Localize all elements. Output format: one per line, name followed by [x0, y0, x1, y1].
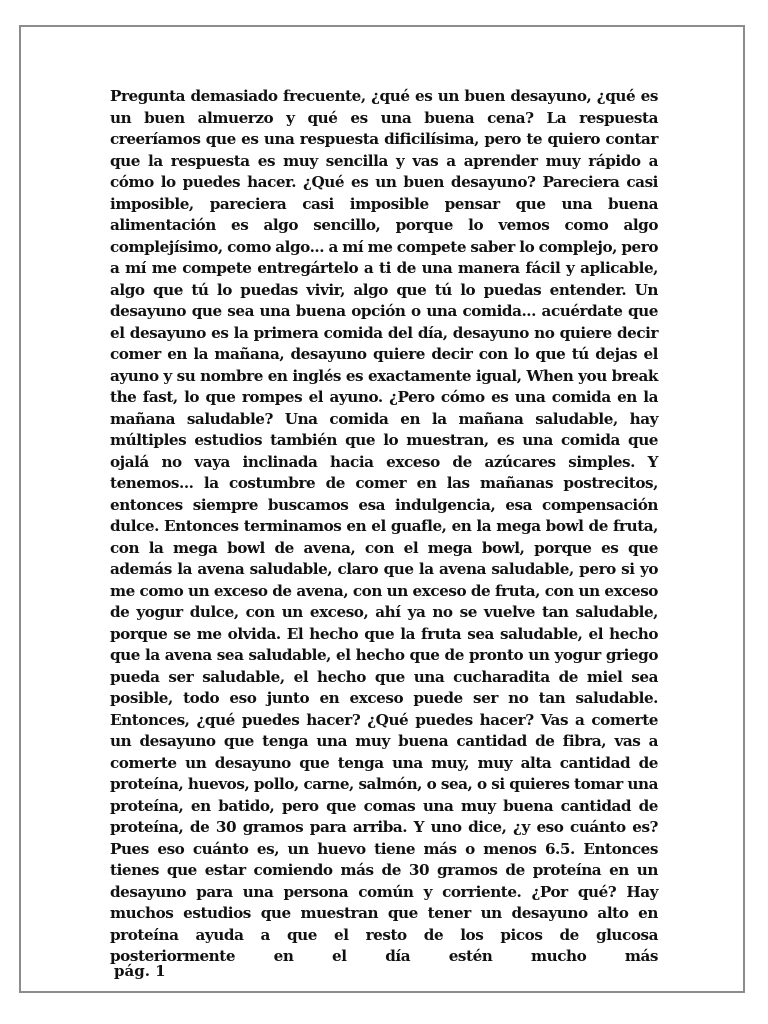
body-paragraph: Pregunta demasiado frecuente, ¿qué es un buen desayuno, ¿qué es un buen almuerzo y qué es una buena cena? La respuesta creeríamos que es una respuesta dificilísima, pero te quiero contar que la respuesta es muy sencilla y vas a aprender muy rápido a cómo lo puedes hacer. ¿Qué es un buen desayuno? Pareciera casi imposible, pareciera casi imposible pensar que una buena alimentación es algo sencillo, porque lo vemos como algo complejísimo, como algo... a mí me compete saber lo complejo, pero a mí me compete entregártelo a ti de una manera fácil y aplicable, algo que tú lo puedas vivir, algo que tú lo puedas entender. Un desayuno que sea una buena opción o una comida... acuérdate que el desayuno es la primera comida del día, desayuno no quiere decir comer en la mañana, desayuno quiere decir con lo que tú dejas el ayuno y su nombre en inglés es exactamente igual, When you break the fast, lo que rompes el ayuno. ¿Pero cómo es una comida en la mañana saludable? Una comida en la mañana saludable, hay múltiples estudios también que lo muestran, es una comida que ojalá no vaya inclinada hacia exceso de azúcares simples. Y tenemos... la costumbre de comer en las mañanas postrecitos, entonces siempre buscamos esa indulgencia, esa compensación dulce. Entonces terminamos en el guafle, en la mega bowl de fruta, con la mega bowl de avena, con el mega bowl, porque es que además la avena saludable, claro que la avena saludable, pero si yo me como un exceso de avena, con un exceso de fruta, con un exceso de yogur dulce, con un exceso, ahí ya no se vuelve tan saludable, porque se me olvida. El hecho que la fruta sea saludable, el hecho que la avena sea saludable, el hecho que de pronto un yogur griego pueda ser saludable, el hecho que una cucharadita de miel sea posible, todo eso junto en exceso puede ser no tan saludable. Entonces, ¿qué puedes hacer? ¿Qué puedes hacer? Vas a comerte un desayuno que tenga una muy buena cantidad de fibra, vas a comerte un desayuno que tenga una muy, muy alta cantidad de proteína, huevos, pollo, carne, salmón, o sea, o si quieres tomar una proteína, en batido, pero que comas una muy buena cantidad de proteína, de 30 gramos para arriba. Y uno dice, ¿y eso cuánto es? Pues eso cuánto es, un huevo tiene más o menos 6.5. Entonces tienes que estar comiendo más de 30 gramos de proteína en un desayuno para una persona común y corriente. ¿Por qué? Hay muchos estudios que muestran que tener un desayuno alto en proteína ayuda a que el resto de los picos de glucosa posteriormente en el día estén mucho más	[110, 87, 658, 965]
page-number: pág. 1	[114, 962, 166, 980]
